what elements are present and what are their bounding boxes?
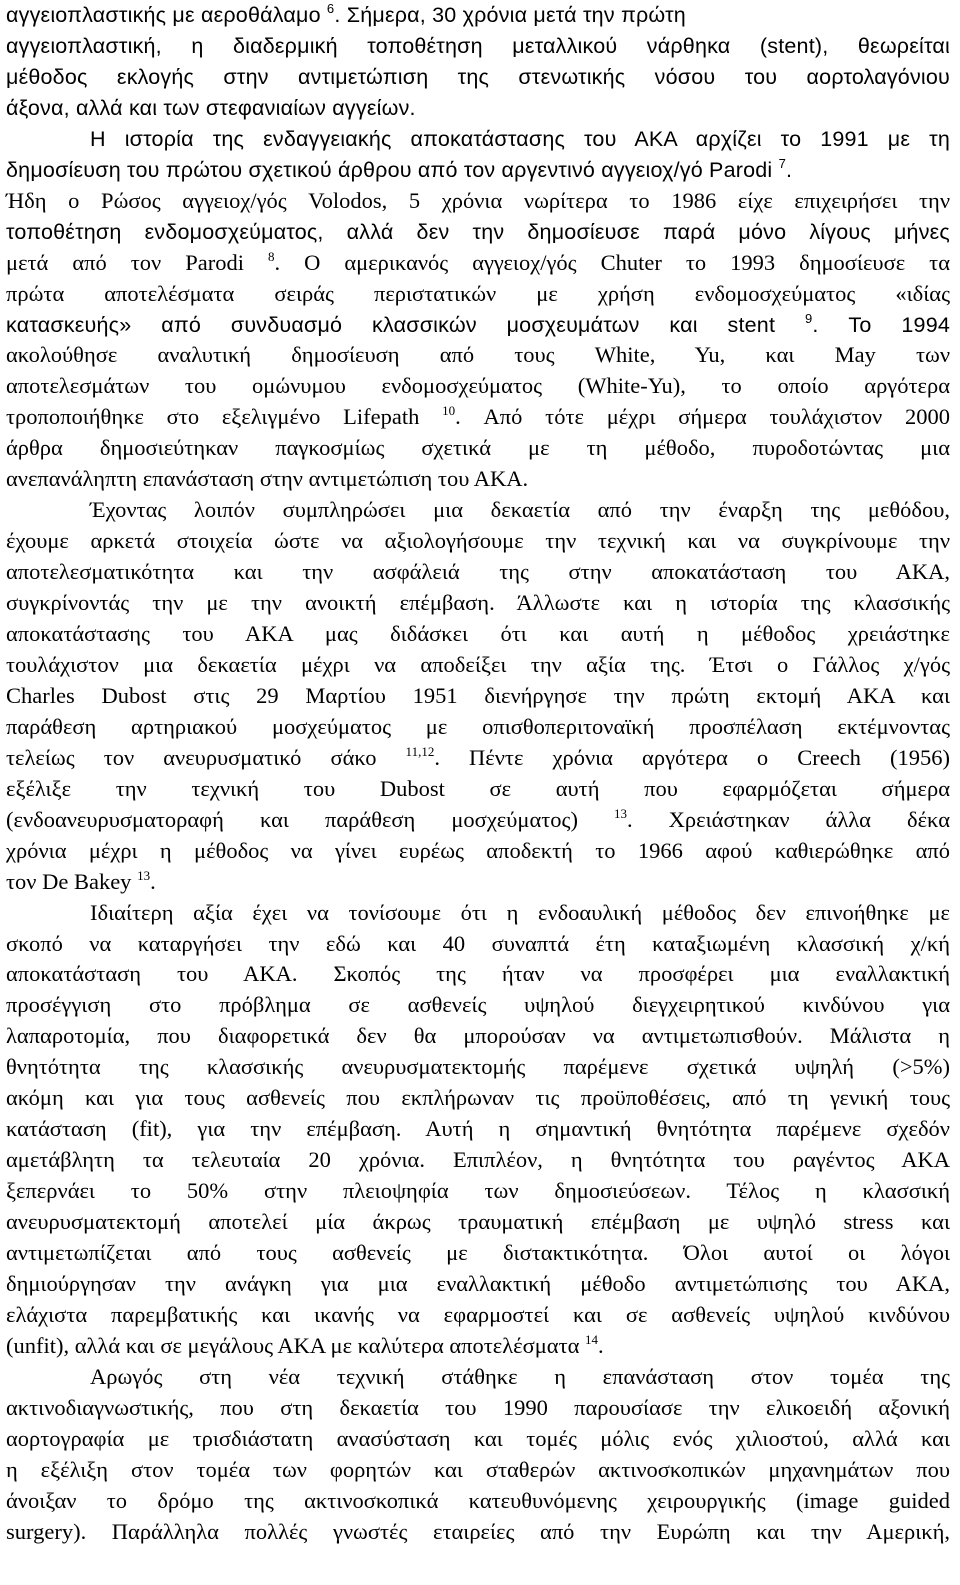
text-run: ακόμη και για τους ασθενείς που εκπλήρωναν τις προϋποθέσεις, από τη γενική τους — [6, 1085, 950, 1111]
text-line — [6, 836, 950, 866]
text-line — [6, 959, 950, 989]
text-run: ανευρυσματεκτομή αποτελεί μία άκρως τραυματική επέμβαση με υψηλό stress και — [6, 1209, 950, 1235]
text-run: (unfit), αλλά και σε μεγάλους ΑΚΑ με καλύτερα αποτελέσματα — [6, 1332, 586, 1358]
text-run: τον De Bakey — [6, 868, 138, 894]
text-line — [6, 1362, 950, 1392]
text-run: αορτογραφία με τρισδιάστατη ανασύσταση και τομές μόλις ενός χιλιοστού, αλλά και — [6, 1425, 950, 1451]
text-run: μετά από τον Parodi — [6, 249, 268, 275]
text-run: αποκατάσταση του ΑΚΑ. Σκοπός της ήταν να προσφέρει μια εναλλακτική — [6, 961, 950, 987]
text-run: κατάσταση (fit), για την επέμβαση. Αυτή η σημαντική θνητότητα παρέμενε σχεδόν — [6, 1116, 950, 1142]
text-run: αποτελεσματικότητα και την ασφάλειά της στην αποκατάσταση του ΑΚΑ, — [6, 559, 950, 585]
text-line — [6, 1207, 950, 1237]
text-line — [6, 0, 950, 30]
text-line — [6, 1021, 950, 1051]
text-run: μέθοδος εκλογής στην αντιμετώπιση της στενωτικής νόσου του αορτολαγόνιου — [6, 64, 950, 89]
text-line — [6, 1238, 950, 1268]
text-line — [6, 1455, 950, 1485]
text-line — [6, 340, 950, 370]
text-line — [6, 402, 950, 432]
text-run: πρώτα αποτελέσματα σειράς περιστατικών με χρήση ενδομοσχεύματος «ιδίας — [6, 280, 950, 306]
text-line — [6, 1176, 950, 1206]
text-run: τοποθέτηση ενδομοσχεύματος, αλλά δεν την δημοσίευσε παρά μόνο λίγους μήνες — [6, 219, 950, 244]
text-line — [6, 898, 950, 928]
text-run: αγγειοπλαστικής με αεροθάλαμο — [6, 3, 327, 27]
text-line — [6, 371, 950, 401]
text-run: . Ο αμερικανός αγγειοχ/γός Chuter το 1993 δημοσίευσε τα — [274, 249, 950, 275]
text-run: δημιούργησαν την ανάγκη για μια εναλλακτική μέθοδο αντιμετώπισης του ΑΚΑ, — [6, 1270, 950, 1296]
text-line — [6, 526, 950, 556]
text-run: συγκρίνοντάς την με την ανοικτή επέμβαση. Άλλωστε και η ιστορία της κλασσικής — [6, 590, 950, 616]
text-run: Ιδιαίτερη αξία έχει να τονίσουμε ότι η ενδοαυλική μέθοδος δεν επινοήθηκε με — [90, 899, 950, 925]
text-line — [6, 495, 950, 525]
text-line — [6, 805, 950, 835]
text-line — [6, 1300, 950, 1330]
text-run: δημοσίευση του πρώτου σχετικού άρθρου από τον αργεντινό αγγειοχ/γό Parodi — [6, 157, 779, 182]
text-line — [6, 1424, 950, 1454]
text-line — [6, 1517, 950, 1547]
text-line — [6, 619, 950, 649]
text-line — [6, 743, 950, 773]
text-line — [6, 774, 950, 804]
text-run: surgery). Παράλληλα πολλές γνωστές εταιρείες από την Ευρώπη και την Αμερική, — [6, 1518, 950, 1544]
text-line — [6, 217, 950, 247]
citation-superscript: 9 — [804, 310, 813, 326]
text-run: άρθρα δημοσιεύτηκαν παγκοσμίως σχετικά με τη μέθοδο, πυροδοτώντας μια — [6, 435, 950, 461]
text-line — [6, 279, 950, 309]
text-run: (ενδοανευρυσματοραφή και παράθεση μοσχεύματος) — [6, 806, 614, 832]
text-line — [6, 712, 950, 742]
text-run: αποτελεσμάτων του ομώνυμου ενδομοσχεύματος (White-Yu), το οποίο αργότερα — [6, 373, 950, 399]
text-run: Charles Dubost στις 29 Μαρτίου 1951 διενήργησε την πρώτη εκτομή ΑΚΑ και — [6, 682, 950, 708]
citation-superscript: 13 — [614, 805, 627, 821]
text-run: Ήδη ο Ρώσος αγγειοχ/γός Volodos, 5 χρόνια νωρίτερα το 1986 είχε επιχειρήσει την — [6, 187, 950, 213]
citation-superscript: 8 — [267, 248, 275, 264]
text-run: τελείως τον ανευρυσματικό σάκο — [6, 744, 406, 770]
text-line — [6, 155, 950, 185]
text-run: . — [150, 868, 156, 894]
text-run: . Σήμερα, 30 χρόνια μετά την πρώτη — [334, 3, 686, 27]
text-line — [6, 990, 950, 1020]
citation-superscript: 10 — [442, 403, 456, 419]
text-line — [6, 681, 950, 711]
text-run: προσέγγιση στο πρόβλημα σε ασθενείς υψηλού διεγχειρητικού κινδύνου για — [6, 992, 950, 1018]
text-line — [6, 1331, 950, 1361]
text-line — [6, 93, 950, 123]
text-run: λαπαροτομία, που διαφορετικά δεν θα μπορούσαν να αντιμετωπισθούν. Μάλιστα η — [6, 1023, 950, 1049]
text-run: άξονα, αλλά και των στεφανιαίων αγγείων. — [6, 95, 416, 120]
text-line — [6, 433, 950, 463]
text-line — [6, 1083, 950, 1113]
text-line — [6, 867, 950, 897]
text-line — [6, 1114, 950, 1144]
text-run: . — [786, 157, 793, 182]
text-run: θνητότητα της κλασσικής ανευρυσματεκτομής παρέμενε σχετικά υψηλή (>5%) — [6, 1054, 950, 1080]
text-run: αντιμετωπίζεται από τους ασθενείς με διστακτικότητα. Όλοι αυτοί οι λόγοι — [6, 1240, 950, 1265]
text-run: . — [598, 1332, 604, 1358]
text-line — [6, 62, 950, 92]
text-line — [6, 464, 950, 494]
text-line — [6, 248, 950, 278]
text-run: η εξέλιξη στον τομέα των φορητών και σταθερών ακτινοσκοπικών μηχανημάτων που — [6, 1456, 950, 1482]
text-line — [6, 1145, 950, 1175]
text-run: κατασκευής» από συνδυασμό κλασσικών μοσχευμάτων και stent — [6, 312, 805, 337]
text-run: ακτινοδιαγνωστικής, που στη δεκαετία του 1990 παρουσίασε την ελικοειδή αξονική — [6, 1394, 950, 1420]
text-run: χρόνια μέχρι η μέθοδος να γίνει ευρέως αποδεκτή το 1966 αφού καθιερώθηκε από — [6, 837, 950, 863]
text-run: άνοιξαν το δρόμο της ακτινοσκοπικά κατευθυνόμενης χειρουργικής (image guided — [6, 1487, 950, 1513]
text-run: . Από τότε μέχρι σήμερα τουλάχιστον 2000 — [455, 404, 951, 430]
citation-superscript: 11,12 — [405, 743, 435, 759]
text-run: τροποποιήθηκε στο εξελιγμένο Lifepath — [6, 404, 443, 430]
text-run: εξέλιξε την τεχνική του Dubost σε αυτή που εφαρμόζεται σήμερα — [6, 775, 950, 801]
text-line — [6, 1269, 950, 1299]
text-run: ανεπανάληπτη επανάσταση στην αντιμετώπιση του ΑΚΑ. — [6, 466, 529, 492]
text-line — [6, 588, 950, 618]
text-run: ακολούθησε αναλυτική δημοσίευση από τους White, Yu, και May των — [6, 342, 950, 368]
text-run: . Πέντε χρόνια αργότερα ο Creech (1956) — [434, 744, 950, 770]
text-run: σκοπό να καταργήσει την εδώ και 40 συναπτά έτη καταξιωμένη κλασσική χ/κή — [6, 930, 950, 956]
text-line — [6, 557, 950, 587]
citation-superscript: 14 — [585, 1331, 599, 1347]
text-run: αποκατάστασης του ΑΚΑ μας διδάσκει ότι και αυτή η μέθοδος χρειάστηκε — [6, 621, 950, 646]
text-run: Αρωγός στη νέα τεχνική στάθηκε η επανάσταση στον τομέα της — [90, 1363, 950, 1389]
text-run: τουλάχιστον μια δεκαετία μέχρι να αποδείξει την αξία της. Έτσι ο Γάλλος χ/γός — [6, 651, 950, 677]
citation-superscript: 6 — [326, 1, 335, 16]
text-run: παράθεση αρτηριακού μοσχεύματος με οπισθοπεριτοναϊκή προσπέλαση εκτέμνοντας — [6, 713, 950, 739]
text-run: Έχοντας λοιπόν συμπληρώσει μια δεκαετία από την έναρξη της μεθόδου, — [90, 497, 950, 523]
text-line — [6, 310, 950, 340]
citation-superscript: 13 — [137, 867, 151, 883]
text-run: ξεπερνάει το 50% στην πλειοψηφία των δημοσιεύσεων. Τέλος η κλασσική — [6, 1178, 950, 1204]
citation-superscript: 7 — [778, 155, 787, 171]
text-line — [6, 186, 950, 216]
text-line — [6, 1486, 950, 1516]
text-line — [6, 1393, 950, 1423]
text-line — [6, 1052, 950, 1082]
text-run: αμετάβλητη τα τελευταία 20 χρόνια. Επιπλέον, η θνητότητα του ραγέντος ΑΚΑ — [6, 1147, 950, 1173]
text-line — [6, 124, 950, 154]
text-run: . Χρειάστηκαν άλλα δέκα — [627, 806, 950, 832]
text-run: έχουμε αρκετά στοιχεία ώστε να αξιολογήσουμε την τεχνική και να συγκρίνουμε την — [6, 528, 950, 554]
text-run: αγγειοπλαστική, η διαδερμική τοποθέτηση μεταλλικού νάρθηκα (stent), θεωρείται — [6, 33, 950, 58]
text-run: . Το 1994 — [812, 312, 951, 337]
text-line — [6, 650, 950, 680]
text-line — [6, 31, 950, 61]
text-line — [6, 929, 950, 959]
text-run: ελάχιστα παρεμβατικής και ικανής να εφαρμοστεί και σε ασθενείς υψηλού κινδύνου — [6, 1301, 950, 1327]
text-run: Η ιστορία της ενδαγγειακής αποκατάστασης του ΑΚΑ αρχίζει το 1991 με τη — [90, 126, 950, 151]
